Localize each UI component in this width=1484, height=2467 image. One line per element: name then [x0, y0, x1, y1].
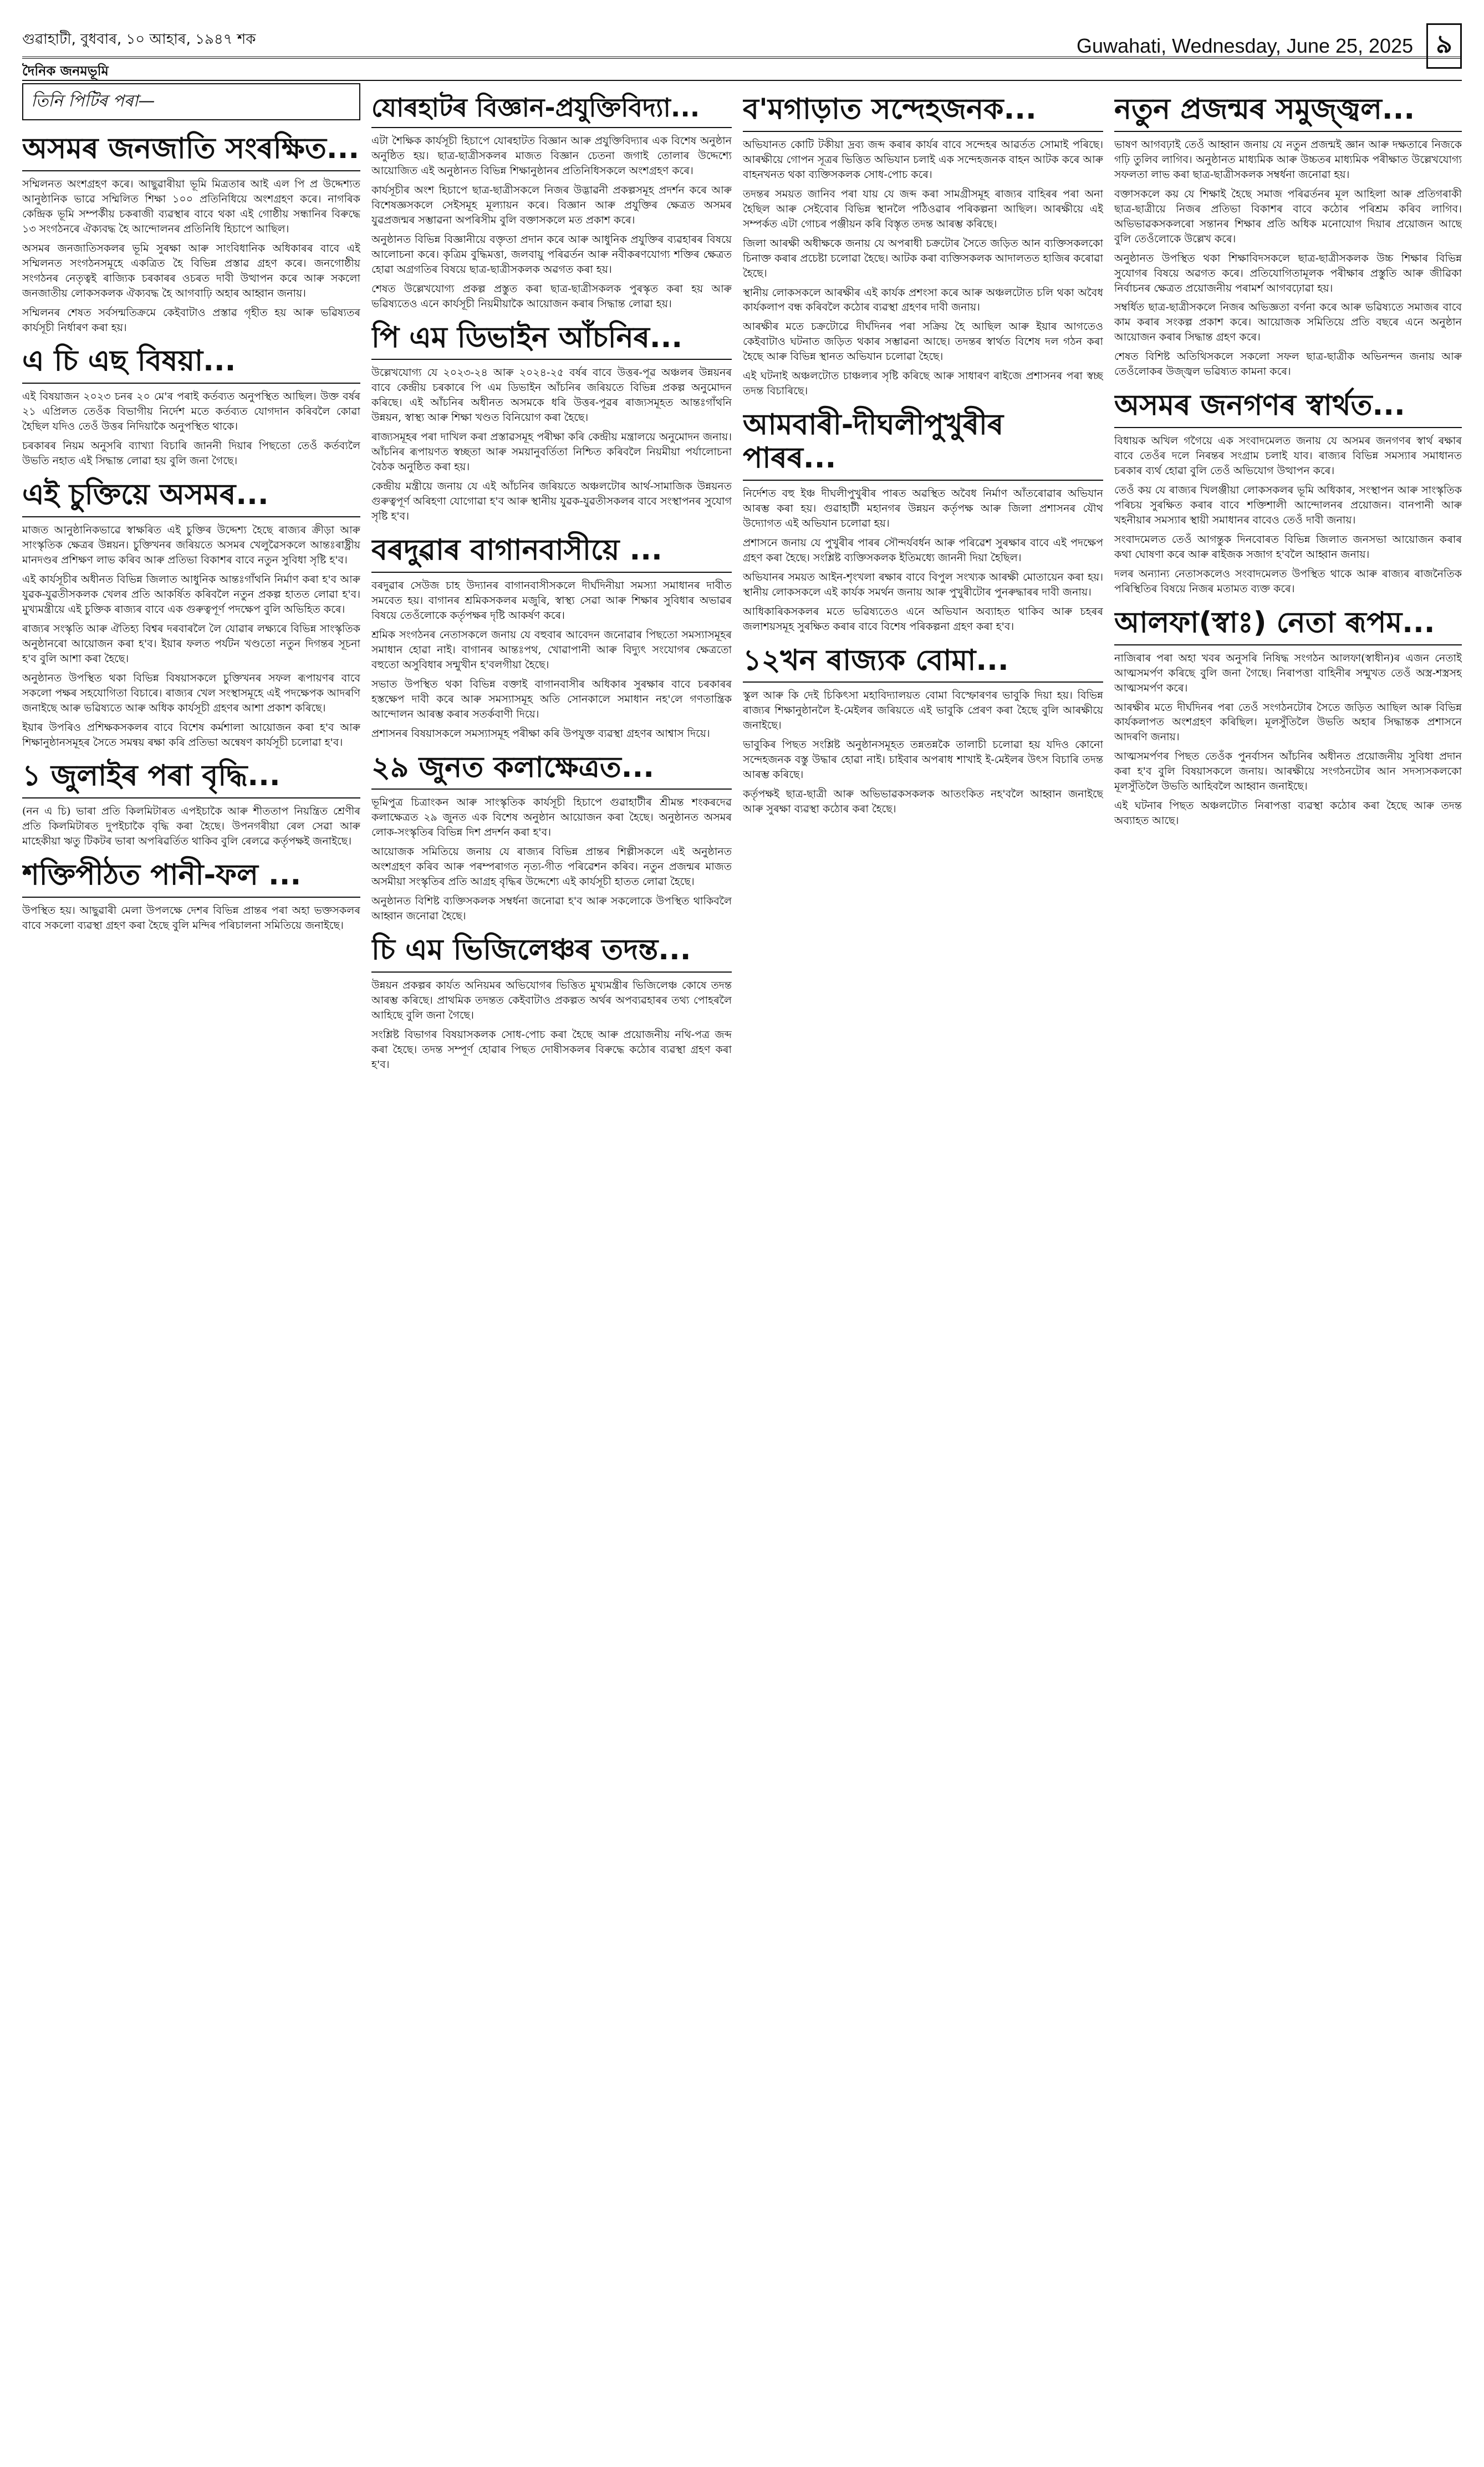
article-headline: ২৯ জুনত কলাক্ষেত্ৰত... — [371, 747, 732, 790]
masthead — [22, 11, 1462, 58]
article-ulfa-leader — [1114, 602, 1462, 828]
article-paragraph: প্ৰশাসনৰ বিষয়াসকলে সমস্যাসমূহ পৰীক্ষা কৰি উপযুক্ত ব্যৱস্থা গ্ৰহণৰ আশ্বাস দিয়ে। — [371, 727, 710, 740]
article-headline: ১ জুলাইৰ পৰা বৃদ্ধি... — [22, 755, 360, 798]
article-paragraph: কাৰ্যসূচীৰ অংশ হিচাপে ছাত্ৰ-ছাত্ৰীসকলে নিজৰ উদ্ভাৱনী প্ৰকল্পসমূহ প্ৰদৰ্শন কৰে আৰু বিশেষজ্ঞসকলে সেইসমূহ মূল্যায়ন কৰে। বিজ্ঞান আৰু প্ৰযুক্তিৰ ক্ষেত্ৰত অসমৰ যুৱপ্ৰজন্মৰ সম্ভাৱনা অপৰিসীম বুলি বক্তাসকলে মত প্ৰকাশ কৰে। — [371, 184, 732, 226]
article-paragraph: তদন্তৰ সময়ত জানিব পৰা যায় যে জব্দ কৰা সামগ্ৰীসমূহ ৰাজ্যৰ বাহিৰৰ পৰা অনা হৈছিল আৰু সেইবোৰ বিভিন্ন স্থানলৈ পঠিওৱাৰ পৰিকল্পনা আছিল। আৰক্ষীয়ে এই সম্পৰ্কত এটা গোচৰ পঞ্জীয়ন কৰি বিস্তৃত তদন্ত আৰম্ভ কৰিছে। — [743, 187, 1103, 230]
article-paragraph: বৰদুৱাৰ সেউজ চাহ উদ্যানৰ বাগানবাসীসকলে দীৰ্ঘদিনীয়া সমস্যা সমাধানৰ দাবীত সমবেত হয়। বাগানৰ শ্ৰমিকসকলৰ মজুৰি, স্বাস্থ্য সেৱা আৰু শিক্ষাৰ সুবিধাৰ অভাৱৰ বিষয়ে তেওঁলোকে কৰ্তৃপক্ষৰ দৃষ্টি আকৰ্ষণ কৰে। — [371, 579, 732, 622]
article-headline: ব'মগাড়াত সন্দেহজনক... — [743, 89, 1103, 132]
article-paragraph: ভাবুকিৰ পিছত সংশ্লিষ্ট অনুষ্ঠানসমূহত তন্নতন্নকৈ তালাচী চলোৱা হয় যদিও কোনো সন্দেহজনক বস্তু উদ্ধাৰ হোৱা নাই। চাইবাৰ অপৰাধ শাখাই ই-মেইলৰ উৎস বিচাৰি তদন্ত আৰম্ভ কৰিছে। — [743, 739, 1103, 781]
article-paragraph: এটা শৈক্ষিক কাৰ্যসূচী হিচাপে যোৰহাটত বিজ্ঞান আৰু প্ৰযুক্তিবিদ্যাৰ এক বিশেষ অনুষ্ঠান অনুষ্ঠিত হয়। ছাত্ৰ-ছাত্ৰীসকলৰ মাজত বিজ্ঞান চেতনা জগাই তোলাৰ উদ্দেশ্যে আয়োজিত এই অনুষ্ঠানত বিভিন্ন শিক্ষানুষ্ঠানৰ প্ৰতিনিধিসকলে অংশগ্ৰহণ কৰে। — [371, 134, 732, 177]
article-bordua-garden — [371, 530, 732, 741]
article-paragraph: চৰকাৰৰ নিয়ম অনুসৰি ব্যাখ্যা বিচাৰি জাননী দিয়াৰ পিছতো তেওঁ কৰ্তব্যলৈ উভতি নহাত এই সিদ্ধান্ত লোৱা হয় বুলি জনা গৈছে। — [22, 440, 360, 467]
article-paragraph: কেন্দ্ৰীয় মন্ত্ৰীয়ে জনায় যে এই আঁচনিৰ জৰিয়তে অঞ্চলটোৰ আৰ্থ-সামাজিক উন্নয়নত গুৰুত্বপূৰ্ণ অৰিহণা যোগোৱা হ'ব আৰু স্থানীয় যুৱক-যুৱতীসকলৰ বাবে সংস্থাপনৰ সুযোগ সৃষ্টি হ'ব। — [371, 480, 732, 523]
section-kicker: তিনি পিটিৰ পৰা— — [22, 83, 360, 120]
article-headline: আলফা(স্বাঃ) নেতা ৰূপম... — [1114, 602, 1462, 645]
article-headline: ১২খন ৰাজ্যক বোমা... — [743, 640, 1103, 683]
article-kalakshetra — [371, 747, 732, 924]
article-headline: অসমৰ জনজাতি সংৰক্ষিত... — [22, 128, 360, 171]
article-paragraph: এই ঘটনাই অঞ্চলটোত চাঞ্চল্যৰ সৃষ্টি কৰিছে আৰু সাধাৰণ ৰাইজে প্ৰশাসনৰ পৰা স্বচ্ছ তদন্ত বিচাৰিছে। — [743, 370, 1103, 398]
article-paragraph: স্কুল আৰু কি দেই চিকিৎসা মহাবিদ্যালয়ত বোমা বিস্ফোৰণৰ ভাবুকি দিয়া হয়। বিভিন্ন ৰাজ্যৰ শিক্ষানুষ্ঠানলৈ ই-মেইলৰ জৰিয়তে এই ভাবুকি প্ৰেৰণ কৰা হৈছে বুলি আৰক্ষীয়ে জনাইছে। — [743, 689, 1103, 732]
article-paragraph: সম্মিলনৰ শেষত সৰ্বসন্মতিক্ৰমে কেইবাটাও প্ৰস্তাৱ গৃহীত হয় আৰু ভৱিষ্যতৰ কাৰ্যসূচী নিৰ্ধাৰণ কৰা হয়। — [22, 306, 360, 334]
article-paragraph: প্ৰশাসনে জনায় যে পুখুৰীৰ পাৰৰ সৌন্দৰ্যবৰ্ধন আৰু পৰিৱেশ সুৰক্ষাৰ বাবে এই পদক্ষেপ গ্ৰহণ কৰা হৈছে। সংশ্লিষ্ট ব্যক্তিসকলক ইতিমধ্যে জাননী দিয়া হৈছিল। — [743, 536, 1103, 564]
article-jorhat-science — [371, 89, 732, 312]
article-paragraph: ভাষণ আগবঢ়াই তেওঁ আহ্বান জনায় যে নতুন প্ৰজন্মই জ্ঞান আৰু দক্ষতাৰে নিজকে গঢ়ি তুলিব লাগিব। অনুষ্ঠানত মাধ্যমিক আৰু উচ্চতৰ মাধ্যমিক পৰীক্ষাত উল্লেখযোগ্য সফলতা লাভ কৰা ছাত্ৰ-ছাত্ৰীসকলক সম্বৰ্ধনা জনোৱা হয়। — [1114, 138, 1462, 181]
article-shaktipeeth — [22, 854, 360, 933]
article-headline: আমবাৰী-দীঘলীপুখুৰীৰ পাৰৰ... — [743, 404, 1103, 481]
article-paragraph: সম্মিলনত অংশগ্ৰহণ কৰে। আছুৱাৰীয়া ভূমি মিত্ৰতাৰ আই এল পি প্ৰ উদ্দেশ্যত আনুষ্ঠানিক ভাৱে সম্মিলিত শিক্ষা ১০০ প্ৰতিনিধিয়ে অংশগ্ৰহণ কৰে। নাগৰিক কেন্দ্ৰিক ভূমি সম্পৰ্কীয় চকৰাজী ব্যৱস্থাৰ বাবে থকা এই গোষ্ঠীয় সন্ধানিৰ বিৰুদ্ধে ১৩ সংগঠনৰে ঐক্যবদ্ধ হৈ আন্দোলনৰ প্ৰতিনিধি হিচাপে আছিল। — [22, 177, 360, 235]
article-paragraph: এই কাৰ্যসূচীৰ অধীনত বিভিন্ন জিলাত আধুনিক আন্তঃগাঁথনি নিৰ্মাণ কৰা হ'ব আৰু যুৱক-যুৱতীসকলক খেলৰ প্ৰতি আকৰ্ষিত কৰিবলৈ নতুন প্ৰকল্প হাতত লোৱা হ'ব। মুখ্যমন্ত্ৰীয়ে এই চুক্তিক ৰাজ্যৰ বাবে এক গুৰুত্বপূৰ্ণ পদক্ষেপ বুলি অভিহিত কৰে। — [22, 573, 360, 616]
article-headline: বৰদুৱাৰ বাগানবাসীয়ে ... — [371, 530, 732, 573]
article-paragraph: শেষত উল্লেখযোগ্য প্ৰকল্প প্ৰস্তুত কৰা ছাত্ৰ-ছাত্ৰীসকলক পুৰস্কৃত কৰা হয় আৰু ভৱিষ্যতেও এনে কাৰ্যসূচী নিয়মীয়াকৈ আয়োজন কৰাৰ সিদ্ধান্ত লোৱা হয়। — [371, 282, 732, 310]
column-3 — [743, 83, 1103, 2450]
article-cm-vigilance — [371, 929, 732, 1072]
date-line-assamese: গুৱাহাটী, বুধবাৰ, ১০ আহাৰ, ১৯৪৭ শক — [22, 31, 256, 48]
page-number: ৯ — [1426, 23, 1462, 69]
article-dighalipukhuri — [743, 404, 1103, 634]
article-janajati — [22, 128, 360, 335]
article-headline: শক্তিপীঠত পানী-ফল ... — [22, 854, 360, 898]
article-people-interest — [1114, 385, 1462, 596]
article-paragraph: অনুষ্ঠানত উপস্থিত থকা শিক্ষাবিদসকলে ছাত্ৰ-ছাত্ৰীসকলক উচ্চ শিক্ষাৰ বিভিন্ন সুযোগৰ বিষয়ে অৱগত কৰে। প্ৰতিযোগিতামূলক পৰীক্ষাৰ প্ৰস্তুতি আৰু জীৱিকা নিৰ্বাচনৰ ক্ষেত্ৰত প্ৰয়োজনীয় পৰামৰ্শ আগবঢ়োৱা হয়। — [1114, 252, 1462, 294]
article-paragraph: উল্লেখযোগ্য যে ২০২৩-২৪ আৰু ২০২৪-২৫ বৰ্ষৰ বাবে উত্তৰ-পূৱ অঞ্চলৰ উন্নয়নৰ বাবে কেন্দ্ৰীয় চৰকাৰে পি এম ডিভাইন আঁচনিৰ জৰিয়তে বিভিন্ন প্ৰকল্প অনুমোদন কৰিছে। এই আঁচনিৰ অধীনত অসমকে ধৰি উত্তৰ-পূৱৰ ৰাজ্যসমূহত আন্তঃগাঁথনি উন্নয়ন, স্বাস্থ্য আৰু শিক্ষা খণ্ডত বিনিয়োগ কৰা হৈছে। — [371, 367, 732, 424]
column-4 — [1114, 83, 1462, 2450]
article-headline: চি এম ভিজিলেঞ্চৰ তদন্ত... — [371, 929, 732, 973]
article-paragraph: ভূমিপুত্ৰ চিত্ৰাংকন আৰু সাংস্কৃতিক কাৰ্যসূচী হিচাপে গুৱাহাটীৰ শ্ৰীমন্ত শংকৰদেৱ কলাক্ষেত্ৰত ২৯ জুনত এক বিশেষ অনুষ্ঠান আয়োজন কৰা হৈছে। অনুষ্ঠানত অসমৰ লোক-সংস্কৃতিৰ বিভিন্ন দিশ প্ৰদৰ্শন কৰা হ'ব। — [371, 796, 732, 839]
article-paragraph: উপস্থিত হয়। আছুৱাৰী মেলা উপলক্ষে দেশৰ বিভিন্ন প্ৰান্তৰ পৰা অহা ভক্তসকলৰ বাবে সকলো ব্যৱস্থা গ্ৰহণ কৰা হৈছে বুলি মন্দিৰ পৰিচালনা সমিতিয়ে জনাইছে। — [22, 904, 360, 932]
article-paragraph: নিৰ্দেশত বহু ইঞ্চ দীঘলীপুখুৰীৰ পাৰত অৱস্থিত অবৈধ নিৰ্মাণ আঁতৰোৱাৰ অভিযান আৰম্ভ কৰা হয়। গুৱাহাটী মহানগৰ উন্নয়ন কৰ্তৃপক্ষ আৰু জিলা প্ৰশাসনৰ যৌথ উদ্যোগত এই অভিযান চলোৱা হয়। — [743, 487, 1103, 530]
article-paragraph: সংবাদমেলত তেওঁ আগন্তুক দিনবোৰত বিভিন্ন জিলাত জনসভা আয়োজন কৰাৰ কথা ঘোষণা কৰে আৰু ৰাইজক সজাগ হ'বলৈ আহ্বান জনায়। — [1114, 533, 1462, 561]
article-paragraph: অসমৰ জনজাতিসকলৰ ভূমি সুৰক্ষা আৰু সাংবিধানিক অধিকাৰৰ বাবে এই সম্মিলনত সংগঠনসমূহে একত্ৰিত হৈ বিভিন্ন প্ৰস্তাৱ গ্ৰহণ কৰে। জনগোষ্ঠীয় সংগঠনৰ নেতৃত্বই ৰাজ্যিক চৰকাৰৰ ওচৰত দাবী উত্থাপন কৰে আৰু সকলো জনজাতীয় লোকসকলক ঐক্যবদ্ধ হৈ আগবাঢ়ি অহাৰ আহ্বান জনায়। — [22, 242, 360, 299]
article-paragraph: এই ঘটনাৰ পিছত অঞ্চলটোত নিৰাপত্তা ব্যৱস্থা কঠোৰ কৰা হৈছে আৰু তদন্ত অব্যাহত আছে। — [1114, 800, 1462, 827]
article-paragraph: সংশ্লিষ্ট বিভাগৰ বিষয়াসকলক সোধ-পোচ কৰা হৈছে আৰু প্ৰয়োজনীয় নথি-পত্ৰ জব্দ কৰা হৈছে। তদন্ত সম্পূৰ্ণ হোৱাৰ পিছত দোষীসকলৰ বিৰুদ্ধে কঠোৰ ব্যৱস্থা গ্ৰহণ কৰা হ'ব। — [371, 1028, 732, 1071]
article-bomgara — [743, 89, 1103, 399]
article-paragraph: আত্মসমৰ্পণৰ পিছত তেওঁক পুনৰ্বাসন আঁচনিৰ অধীনত প্ৰয়োজনীয় সুবিধা প্ৰদান কৰা হ'ব বুলি বিষয়াসকলে জনায়। আৰক্ষীয়ে সংগঠনটোৰ আন সদস্যসকলকো মূলসুঁতিলৈ উভতি আহিবলৈ আহ্বান জনাইছে। — [1114, 750, 1462, 793]
column-1 — [22, 83, 360, 2450]
article-paragraph: মাজত আনুষ্ঠানিকভাৱে স্বাক্ষৰিত এই চুক্তিৰ উদ্দেশ্য হৈছে ৰাজ্যৰ ক্ৰীড়া আৰু সাংস্কৃতিক ক্ষেত্ৰৰ উন্নয়ন। চুক্তিখনৰ জৰিয়তে অসমৰ খেলুৱৈসকলে আন্তঃৰাষ্ট্ৰীয় মানদণ্ডৰ প্ৰশিক্ষণ লাভ কৰিব আৰু প্ৰতিভা বিকাশৰ বাবে নতুন সুবিধা সৃষ্টি হ'ব। — [22, 523, 360, 566]
article-paragraph: অনুষ্ঠানত বিশিষ্ট ব্যক্তিসকলক সম্বৰ্ধনা জনোৱা হ'ব আৰু সকলোকে উপস্থিত থাকিবলৈ আহ্বান জনোৱা হৈছে। — [371, 895, 732, 923]
article-paragraph: সম্বৰ্ধিত ছাত্ৰ-ছাত্ৰীসকলে নিজৰ অভিজ্ঞতা বৰ্ণনা কৰে আৰু ভৱিষ্যতে সমাজৰ বাবে কাম কৰাৰ সংকল্প প্ৰকাশ কৰে। আয়োজক সমিতিয়ে প্ৰতি বছৰে এনে অনুষ্ঠান আয়োজন কৰাৰ সিদ্ধান্ত গ্ৰহণ কৰে। — [1114, 301, 1462, 344]
article-new-generation — [1114, 89, 1462, 379]
article-headline: পি এম ডিভাইন আঁচনিৰ... — [371, 317, 732, 360]
article-paragraph: অনুষ্ঠানত বিভিন্ন বিজ্ঞানীয়ে বক্তৃতা প্ৰদান কৰে আৰু আধুনিক প্ৰযুক্তিৰ ব্যৱহাৰৰ বিষয়ে আলোচনা কৰে। কৃত্ৰিম বুদ্ধিমত্তা, জলবায়ু পৰিৱৰ্তন আৰু নবীকৰণযোগ্য শক্তিৰ ক্ষেত্ৰত হোৱা অগ্ৰগতিৰ বিষয়ে ছাত্ৰ-ছাত্ৰীসকলক অৱগত কৰা হয়। — [371, 233, 732, 276]
newspaper-brand: দৈনিক জনমভূমি — [22, 57, 1462, 81]
article-paragraph: ইয়াৰ উপৰিও প্ৰশিক্ষকসকলৰ বাবে বিশেষ কৰ্মশালা আয়োজন কৰা হ'ব আৰু শিক্ষানুষ্ঠানসমূহৰ সৈতে সমন্বয় ৰক্ষা কৰি প্ৰতিভা অন্বেষণ কাৰ্যসূচী চলোৱা হ'ব। — [22, 721, 360, 749]
article-acs-officer — [22, 340, 360, 469]
article-paragraph: আধিকাৰিকসকলৰ মতে ভৱিষ্যতেও এনে অভিযান অব্যাহত থাকিব আৰু চহৰৰ জলাশয়সমূহ সুৰক্ষিত কৰাৰ বাবে বিশেষ পৰিকল্পনা গ্ৰহণ কৰা হ'ব। — [743, 605, 1103, 633]
article-paragraph: শেষত বিশিষ্ট অতিথিসকলে সকলো সফল ছাত্ৰ-ছাত্ৰীক অভিনন্দন জনায় আৰু তেওঁলোকৰ উজ্জ্বল ভৱিষ্যত কামনা কৰে। — [1114, 350, 1462, 378]
article-fare-hike — [22, 755, 360, 849]
article-paragraph: ৰাজ্যসমূহৰ পৰা দাখিল কৰা প্ৰস্তাৱসমূহ পৰীক্ষা কৰি কেন্দ্ৰীয় মন্ত্ৰালয়ে অনুমোদন জনায়। আঁচনিৰ ৰূপায়ণত স্বচ্ছতা আৰু সময়ানুবৰ্তিতা নিশ্চিত কৰিবলৈ নিয়মীয়া পৰ্যালোচনা বৈঠক অনুষ্ঠিত কৰা হয়। — [371, 431, 732, 474]
article-paragraph: উন্নয়ন প্ৰকল্পৰ কাৰ্যত অনিয়মৰ অভিযোগৰ ভিত্তিত মুখ্যমন্ত্ৰীৰ ভিজিলেঞ্চ কোষে তদন্ত আৰম্ভ কৰিছে। প্ৰাথমিক তদন্তত কেইবাটাও প্ৰকল্পত অৰ্থৰ অপব্যৱহাৰৰ তথ্য পোহৰলৈ আহিছে বুলি জনা গৈছে। — [371, 979, 732, 1021]
article-paragraph: ৰাজ্যৰ সংস্কৃতি আৰু ঐতিহ্য বিশ্বৰ দৰবাৰলৈ লৈ যোৱাৰ লক্ষ্যৰে বিভিন্ন সাংস্কৃতিক অনুষ্ঠানৰো আয়োজন কৰা হ'ব। ইয়াৰ ফলত পৰ্যটন খণ্ডতো নতুন দিগন্তৰ সূচনা হ'ব বুলি আশা কৰা হৈছে। — [22, 622, 360, 665]
article-paragraph: বক্তাসকলে কয় যে শিক্ষাই হৈছে সমাজ পৰিৱৰ্তনৰ মূল আহিলা আৰু প্ৰতিগৰাকী ছাত্ৰ-ছাত্ৰীয়ে নিজৰ প্ৰতিভা বিকাশৰ বাবে কঠোৰ পৰিশ্ৰম কৰিব লাগিব। অভিভাৱকসকলৰো সন্তানৰ শিক্ষাৰ প্ৰতি অধিক মনোযোগ দিয়াৰ প্ৰয়োজন আছে বুলি তেওঁলোকে উল্লেখ কৰে। — [1114, 187, 1462, 245]
article-paragraph: নাজিৰাৰ পৰা অহা খবৰ অনুসৰি নিষিদ্ধ সংগঠন আলফা(স্বাধীন)ৰ এজন নেতাই আত্মসমৰ্পণ কৰিছে বুলি জনা গৈছে। নিৰাপত্তা বাহিনীৰ সন্মুখত তেওঁ অস্ত্ৰ-শস্ত্ৰসহ আত্মসমৰ্পণ কৰে। — [1114, 652, 1462, 694]
date-line-english-text: Guwahati, Wednesday, June 25, 2025 — [1077, 34, 1414, 57]
article-paragraph: (নন এ চি) ভাৰা প্ৰতি কিলমিটাৰত এপইচাকৈ আৰু শীততাপ নিয়ন্ত্ৰিত শ্ৰেণীৰ প্ৰতি কিলমিটাৰত দুপইচাকৈ বৃদ্ধি কৰা হৈছে। উপনগৰীয়া ৰেল সেৱা আৰু মাহেকীয়া ঋতু টিকটৰ ভাৰা অপৰিৱৰ্তিত থাকিব বুলি ৰেলৱে কৰ্তৃপক্ষই জনাইছে। — [22, 805, 360, 848]
article-headline: অসমৰ জনগণৰ স্বাৰ্থত... — [1114, 385, 1462, 428]
article-paragraph: আৰক্ষীৰ মতে চক্ৰটোৱে দীৰ্ঘদিনৰ পৰা সক্ৰিয় হৈ আছিল আৰু ইয়াৰ আগতেও কেইবাটাও ঘটনাত জড়িত থকাৰ সম্ভাৱনা আছে। তদন্তৰ স্বাৰ্থত বিশেষ দল গঠন কৰা হৈছে আৰু বিভিন্ন স্থানত অভিযান চলোৱা হৈছে। — [743, 321, 1103, 363]
article-paragraph: স্থানীয় লোকসকলে আৰক্ষীৰ এই কাৰ্যক প্ৰশংসা কৰে আৰু অঞ্চলটোত চলি থকা অবৈধ কাৰ্যকলাপ বন্ধ কৰিবলৈ কঠোৰ ব্যৱস্থা গ্ৰহণৰ দাবী জনায়। — [743, 286, 1103, 314]
article-headline: এ চি এছ বিষয়া... — [22, 340, 360, 384]
article-bomb-threat — [743, 640, 1103, 817]
article-paragraph: সভাত উপস্থিত থকা বিভিন্ন বক্তাই বাগানবাসীৰ অধিকাৰ সুৰক্ষাৰ বাবে চৰকাৰৰ হস্তক্ষেপ দাবী কৰে আৰু সমস্যাসমূহ অতি সোনকালে সমাধান নহ'লে গণতান্ত্ৰিক আন্দোলন আৰম্ভ কৰাৰ সতৰ্কবাণী দিয়ে। — [371, 678, 732, 720]
article-paragraph: অভিযানত কোটি টকীয়া দ্ৰব্য জব্দ কৰাৰ কাৰ্যৰ বাবে সন্দেহৰ আৱৰ্তত সোমাই পৰিছে। আৰক্ষীয়ে গোপন সূত্ৰৰ ভিত্তিত অভিযান চলাই এক সন্দেহজনক বাহন আটক কৰে আৰু বাহনখনত থকা ব্যক্তিসকলক সোধ-পোচ কৰে। — [743, 138, 1103, 181]
article-paragraph: অভিযানৰ সময়ত আইন-শৃংখলা ৰক্ষাৰ বাবে বিপুল সংখ্যক আৰক্ষী মোতায়েন কৰা হয়। স্থানীয় লোকসকলে এই কাৰ্যক সমৰ্থন জনায় আৰু পুখুৰীটোৰ পুনৰুদ্ধাৰৰ দাবী জনায়। — [743, 571, 1103, 598]
article-paragraph: তেওঁ কয় যে ৰাজ্যৰ খিলঞ্জীয়া লোকসকলৰ ভূমি অধিকাৰ, সংস্থাপন আৰু সাংস্কৃতিক পৰিচয় সুৰক্ষিত কৰাৰ বাবে শক্তিশালী আন্দোলনৰ প্ৰয়োজন। বানপানী আৰু খহনীয়াৰ সমস্যাৰ স্থায়ী সমাধানৰ বাবেও তেওঁ দাবী জনায়। — [1114, 484, 1462, 526]
article-paragraph: আৰক্ষীৰ মতে দীৰ্ঘদিনৰ পৰা তেওঁ সংগঠনটোৰ সৈতে জড়িত আছিল আৰু বিভিন্ন কাৰ্যকলাপত অংশগ্ৰহণ কৰিছিল। মূলসুঁতিলৈ উভতি অহাৰ সিদ্ধান্তক প্ৰশাসনে আদৰণি জনায়। — [1114, 701, 1462, 744]
article-paragraph: জিলা আৰক্ষী অধীক্ষকে জনায় যে অপৰাধী চক্ৰটোৰ সৈতে জড়িত আন ব্যক্তিসকলকো চিনাক্ত কৰাৰ প্ৰচেষ্টা চলোৱা হৈছে। আটক কৰা ব্যক্তিসকলক আদালতত হাজিৰ কৰোৱা হৈছে। — [743, 237, 1103, 279]
article-paragraph: দলৰ অন্যান্য নেতাসকলেও সংবাদমেলত উপস্থিত থাকে আৰু ৰাজ্যৰ ৰাজনৈতিক পৰিস্থিতিৰ বিষয়ে নিজৰ মতামত ব্যক্ত কৰে। — [1114, 567, 1462, 595]
article-agreement — [22, 474, 360, 750]
article-paragraph: কৰ্তৃপক্ষই ছাত্ৰ-ছাত্ৰী আৰু অভিভাৱকসকলক আতংকিত নহ'বলৈ আহ্বান জনাইছে আৰু সুৰক্ষা ব্যৱস্থা কঠোৰ কৰা হৈছে। — [743, 788, 1103, 816]
article-headline: এই চুক্তিয়ে অসমৰ... — [22, 474, 360, 517]
article-headline: নতুন প্ৰজন্মৰ সমুজ্জ্বল... — [1114, 89, 1462, 132]
column-2 — [371, 83, 732, 2450]
article-headline: যোৰহাটৰ বিজ্ঞান-প্ৰযুক্তিবিদ্যা... — [371, 89, 732, 128]
article-paragraph: শ্ৰমিক সংগঠনৰ নেতাসকলে জনায় যে বহুবাৰ আবেদন জনোৱাৰ পিছতো সমস্যাসমূহৰ সমাধান হোৱা নাই। বাগানৰ আন্তঃপথ, খোৱাপানী আৰু বিদ্যুৎ সংযোগৰ ক্ষেত্ৰতো বহুতো অসুবিধাৰ সন্মুখীন হ'বলগীয়া হৈছে। — [371, 628, 732, 671]
article-pm-devine — [371, 317, 732, 524]
article-paragraph: এই বিষয়াজন ২০২৩ চনৰ ২০ মে'ৰ পৰাই কৰ্তব্যত অনুপস্থিত আছিল। উক্ত বৰ্ষৰ ২১ এপ্ৰিলত তেওঁক বিভাগীয় নিৰ্দেশ মতে কৰ্তব্যত যোগদান কৰিবলৈ কোৱা হৈছিল যদিও তেওঁ উত্তৰ নিদিয়াকৈ অনুপস্থিত থাকে। — [22, 390, 360, 433]
article-paragraph: অনুষ্ঠানত উপস্থিত থকা বিভিন্ন বিষয়াসকলে চুক্তিখনৰ সফল ৰূপায়ণৰ বাবে সকলো পক্ষৰ সহযোগিতা বিচাৰে। ৰাজ্যৰ খেল সংস্থাসমূহে এই পদক্ষেপক আদৰণি জনাইছে আৰু ভৱিষ্যতে আৰু অধিক কাৰ্যসূচী গ্ৰহণৰ আশা প্ৰকাশ কৰিছে। — [22, 672, 360, 714]
article-paragraph: আয়োজক সমিতিয়ে জনায় যে ৰাজ্যৰ বিভিন্ন প্ৰান্তৰ শিল্পীসকলে এই অনুষ্ঠানত অংশগ্ৰহণ কৰিব আৰু পৰম্পৰাগত নৃত্য-গীত পৰিৱেশন কৰিব। নতুন প্ৰজন্মৰ মাজত অসমীয়া সংস্কৃতিৰ প্ৰতি আগ্ৰহ বৃদ্ধিৰ উদ্দেশ্যে এই কাৰ্যসূচী হাতত লোৱা হৈছে। — [371, 846, 732, 888]
article-paragraph: বিধায়ক অখিল গগৈয়ে এক সংবাদমেলত জনায় যে অসমৰ জনগণৰ স্বাৰ্থ ৰক্ষাৰ বাবে তেওঁৰ দলে নিৰন্তৰ সংগ্ৰাম চলাই যাব। ৰাজ্যৰ বিভিন্ন সমস্যাৰ সমাধানত চৰকাৰ ব্যৰ্থ হোৱা বুলি তেওঁ অভিযোগ উত্থাপন কৰে। — [1114, 435, 1462, 477]
